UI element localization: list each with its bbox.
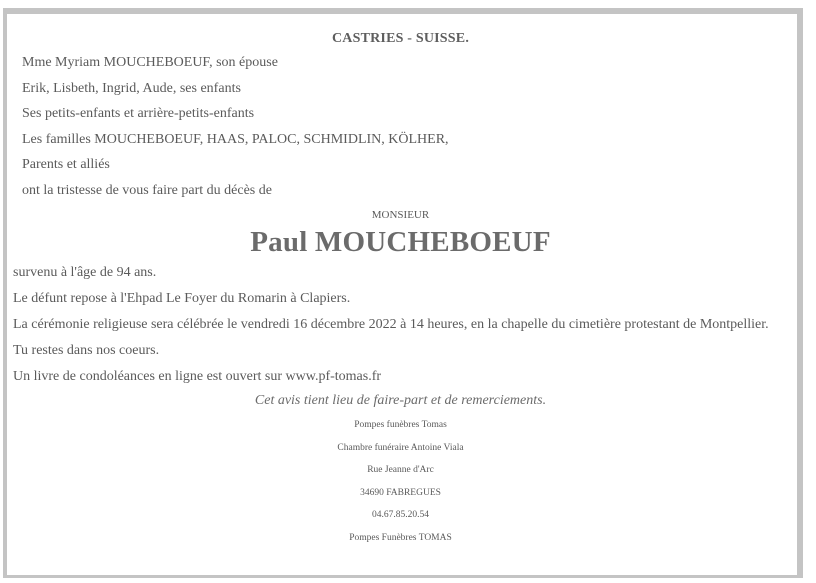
family-line-spouse: Mme Myriam MOUCHEBOEUF, son épouse (22, 55, 278, 70)
notice-content (13, 16, 788, 579)
family-line-families: Les familles MOUCHEBOEUF, HAAS, PALOC, SCHMIDLIN, KÖLHER, (22, 131, 449, 147)
funeral-home-signature: Pompes Funèbres TOMAS (349, 532, 452, 543)
notice-header: CASTRIES - SUISSE. (331, 31, 470, 46)
family-line-relatives: Parents et alliés (22, 157, 110, 172)
repose-paragraph: Le défunt repose à l'Ehpad Le Foyer du Romarin à Clapiers. (13, 291, 351, 306)
family-line-children: Erik, Lisbeth, Ingrid, Aude, ses enfants (22, 80, 241, 96)
funeral-home-info (13, 414, 788, 549)
deceased-title: MONSIEUR (371, 209, 430, 221)
closing-note: Cet avis tient lieu de faire-part et de remerciements. (254, 393, 547, 408)
deceased-name: Paul MOUCHEBOEUF (250, 226, 551, 258)
funeral-home-name: Pompes funèbres Tomas (354, 420, 447, 430)
family-list (13, 50, 788, 203)
condolence-paragraph: Un livre de condoléances en ligne est ouvert sur www.pf-tomas.fr (13, 369, 382, 384)
family-line-grandchildren: Ses petits-enfants et arrière-petits-enfants (22, 106, 255, 121)
tribute-paragraph: Tu restes dans nos coeurs. (13, 343, 160, 358)
funeral-home-street: Rue Jeanne d'Arc (367, 465, 434, 475)
family-line-announcement: ont la tristesse de vous faire part du décès de (22, 182, 272, 198)
notice-frame (3, 8, 803, 578)
age-paragraph: survenu à l'âge de 94 ans. (13, 265, 157, 280)
funeral-home-phone: 04.67.85.20.54 (372, 510, 429, 520)
funeral-chamber-name: Chambre funéraire Antoine Viala (337, 442, 464, 453)
funeral-home-city: 34690 FABREGUES (360, 487, 441, 498)
ceremony-paragraph: La cérémonie religieuse sera célébrée le vendredi 16 décembre 2022 à 14 heures, en la chapelle du cimetière protestant de Montpellier. (13, 317, 769, 332)
